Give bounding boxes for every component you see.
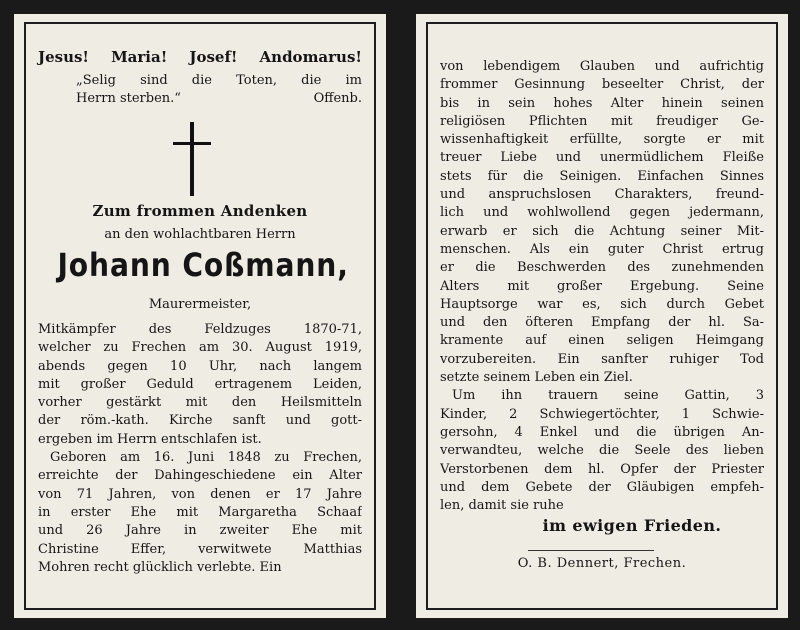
body-line: Alters mit großer Ergebung. Seine [440, 278, 764, 294]
body-line: wissenhaftigkeit erfüllte, sorgte er mit [440, 132, 764, 148]
profession-text: Maurermeister, [148, 297, 252, 312]
left-body-text [38, 321, 362, 577]
body-line: lich und wohlwollend gegen jedermann, [440, 205, 764, 221]
body-line: er die Beschwerden des zunehmenden [440, 260, 764, 276]
body-line: und 26 Jahre in zweiter Ehe mit [38, 523, 362, 539]
body-line: frommer Gesinnung beseelter Christ, der [440, 77, 764, 93]
body-line: abends gegen 10 Uhr, nach langem [38, 358, 362, 374]
cross-icon [173, 122, 211, 196]
body-line: treuer Liebe und unermüdlichem Fleiße [440, 150, 764, 166]
heading-text: Zum frommen Andenken [92, 202, 308, 220]
body-line: verwandteu, welche die Seele des lieben [440, 443, 764, 459]
invocation-text: Jesus! Maria! Josef! Andomarus! [38, 48, 362, 66]
body-line: bis in sein hohes Alter hinein seinen [440, 95, 764, 111]
body-line: Mitkämpfer des Feldzuges 1870-71, [38, 322, 362, 337]
bible-quote [38, 72, 362, 108]
body-line: stets für die Seinigen. Einfachen Sinnes [440, 168, 764, 184]
body-line: in erster Ehe mit Margaretha Schaaf [38, 504, 362, 520]
quote-line-2: Herrn sterben.“ [76, 91, 181, 106]
quote-source: Offenb. [313, 91, 362, 106]
memorial-card-front [14, 14, 386, 618]
body-line: mit großer Geduld ertragenem Leiden, [38, 376, 362, 392]
closing-phrase: im ewigen Frieden. [542, 516, 722, 535]
body-line: kramente auf einen seligen Heimgang [440, 333, 764, 349]
divider-line [528, 550, 654, 551]
right-body-text [440, 58, 764, 515]
body-line: Verstorbenen dem hl. Opfer der Priester [440, 461, 764, 477]
deceased-name: Johann Coßmann, [57, 246, 349, 284]
body-line: und anspruchslosen Charakters, freund- [440, 187, 764, 203]
subheading-text: an den wohlachtbaren Herrn [104, 227, 296, 242]
body-line: menschen. Als ein guter Christ ertrug [440, 241, 764, 257]
body-line: erreichte der Dahingeschiedene ein Alter [38, 468, 362, 484]
body-line: erwarb er sich die Achtung seiner Mit- [440, 223, 764, 239]
body-line: und dem Gebete der Gläubigen empfeh- [440, 479, 764, 495]
memorial-card-back [416, 14, 788, 618]
body-line: gersohn, 4 Enkel und die übrigen An- [440, 424, 764, 440]
body-line: vorzubereiten. Ein sanfter ruhiger Tod [440, 351, 764, 367]
body-line: ergeben im Herrn entschlafen ist. [38, 431, 262, 447]
body-line: Geboren am 16. Juni 1848 zu Frechen, [50, 450, 362, 466]
body-line: und den öfteren Empfang der hl. Sa- [440, 315, 764, 331]
body-line: Hauptsorge war es, sich durch Gebet [440, 296, 764, 312]
body-line: religiösen Pflichten mit freudiger Ge- [440, 113, 764, 129]
body-line: len, damit sie ruhe [440, 498, 564, 514]
body-line: von lebendigem Glauben und aufrichtig [440, 59, 764, 74]
body-line: von 71 Jahren, von denen er 17 Jahre [38, 486, 362, 502]
body-line: Mohren recht glücklich verlebte. Ein [38, 559, 282, 575]
quote-line-1: „Selig sind die Toten, die im [76, 73, 362, 88]
body-line: vorher gestärkt mit den Heilsmitteln [38, 395, 362, 411]
body-line: Um ihn trauern seine Gattin, 3 [452, 388, 764, 404]
body-line: welcher zu Frechen am 30. August 1919, [38, 340, 362, 356]
printer-credit: O. B. Dennert, Frechen. [517, 556, 687, 571]
body-line: Kinder, 2 Schwiegertöchter, 1 Schwie- [440, 406, 764, 422]
body-line: Christine Effer, verwitwete Matthias [38, 541, 362, 557]
body-line: setzte seinem Leben ein Ziel. [440, 370, 633, 386]
body-line: der röm.-kath. Kirche sanft und gott- [38, 413, 362, 429]
